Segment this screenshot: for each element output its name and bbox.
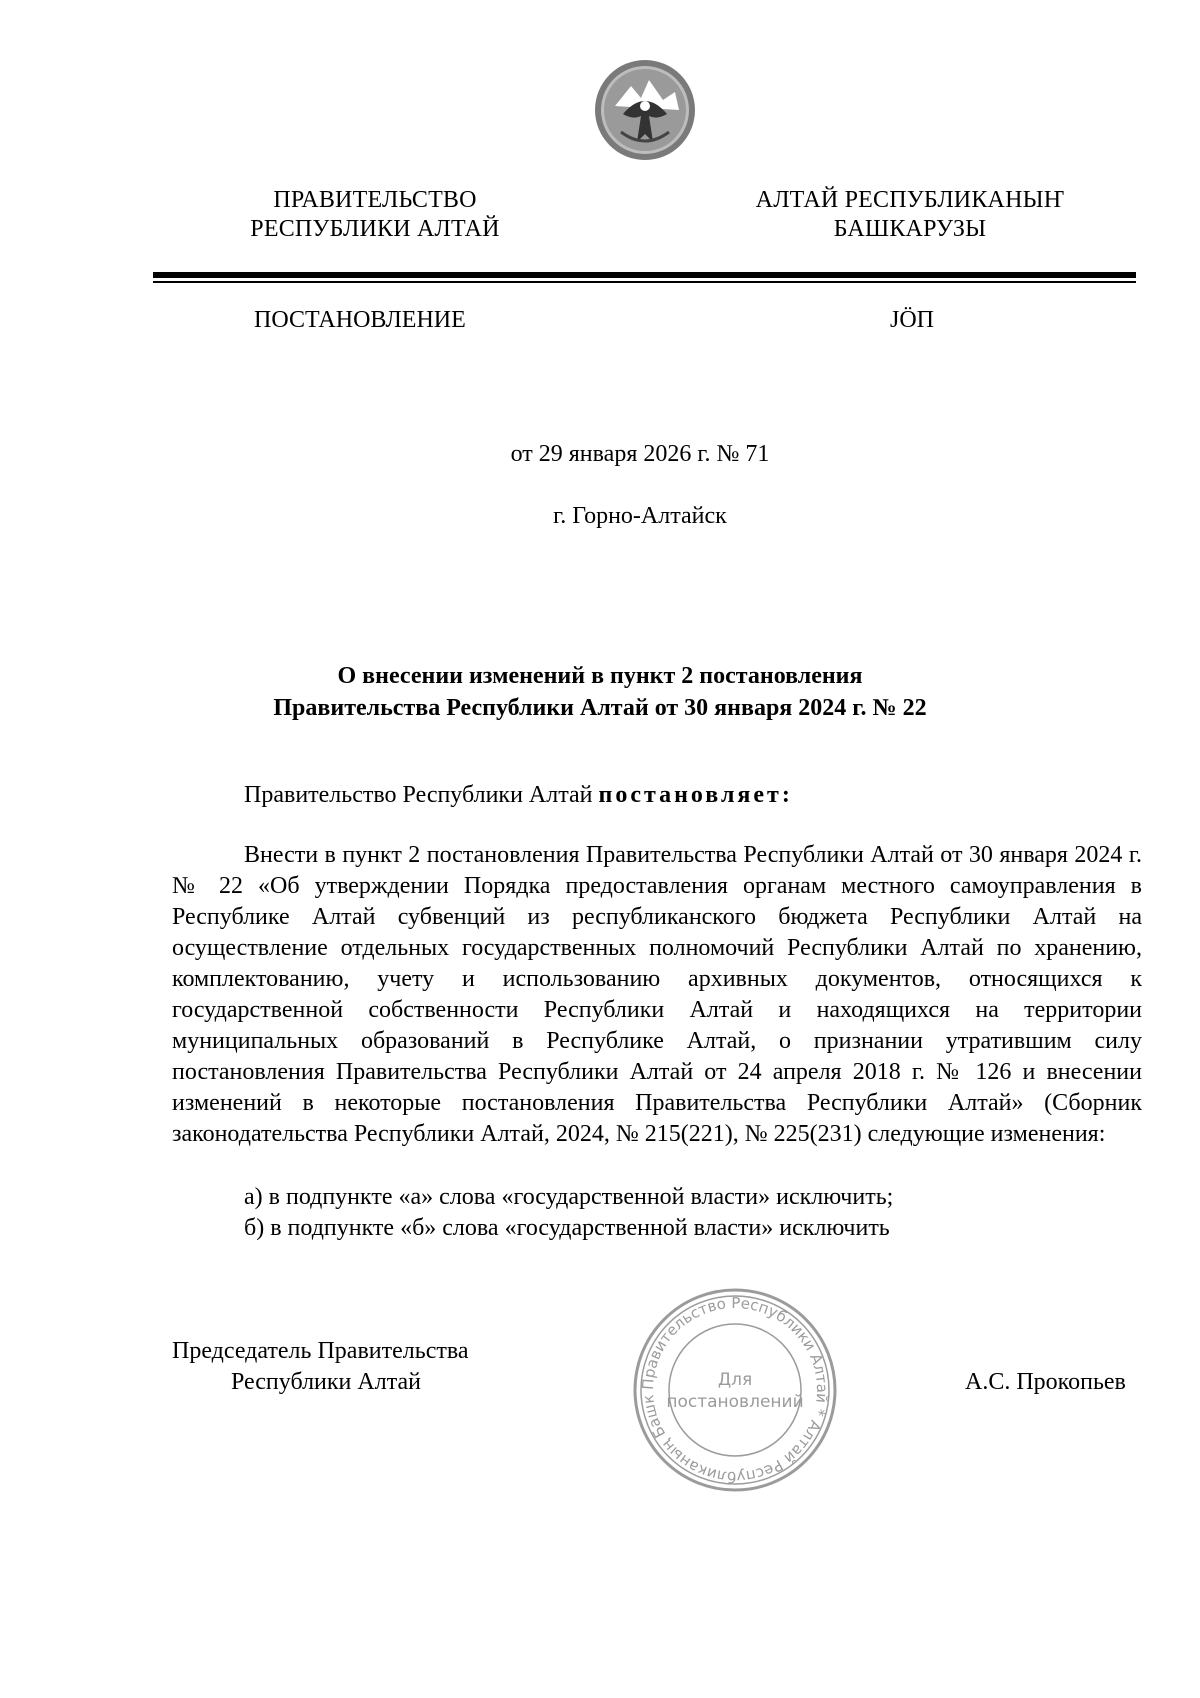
amendment-item: а) в подпункте «а» слова «государственной власти» исключить; xyxy=(244,1184,894,1210)
date-line: от 29 января 2026 г. № 71 xyxy=(510,441,770,467)
preamble-verb: постановляет xyxy=(598,782,782,808)
header-left-line: РЕСПУБЛИКИ АЛТАЙ xyxy=(250,216,500,242)
preamble-text: Правительство Республики Алтай xyxy=(244,782,599,808)
title-line: О внесении изменений в пункт 2 постановления xyxy=(337,663,863,689)
header-divider-thick xyxy=(153,272,1136,278)
coat-of-arms-emblem xyxy=(593,58,697,162)
signatory-name: А.С. Прокопьев xyxy=(965,1369,1126,1395)
official-stamp xyxy=(630,1285,840,1495)
title-line: Правительства Республики Алтай от 30 января 2024 г. № 22 xyxy=(273,695,927,721)
header-right-line: БАШКАРУЗЫ xyxy=(833,216,987,242)
amendment-list xyxy=(172,1182,1142,1244)
stamp-center-line: Для xyxy=(717,1370,753,1390)
city-line: г. Горно-Алтайск xyxy=(553,503,727,529)
preamble xyxy=(172,780,1142,811)
preamble-colon: : xyxy=(781,782,793,808)
main-paragraph: Внести в пункт 2 постановления Правительства Республики Алтай от 30 января 2024 г. № 22 «Об утверждении Порядка предоставления органам местного самоуправления в Республике Алтай субвенций из республиканского бюджета Республики Алтай на осуществление отдельных государственных полномочий Республики Алтай по хранению, комплектованию, учету и использованию архивных документов, относящихся к государственной собственности Республики Алтай и находящихся на территории муниципальных образований в Республике Алтай, о признании утратившим силу постановления Правительства Республики Алтай от 24 апреля 2018 г. № 126 и внесении изменений в некоторые постановления Правительства Республики Алтай» (Сборник законодательства Республики Алтай, 2024, № 215(221), № 225(231) следующие изменения: xyxy=(172,842,1142,1147)
header-right-line: АЛТАЙ РЕСПУБЛИКАНЫҤ xyxy=(755,187,1065,213)
position-line: Председатель Правительства xyxy=(172,1338,469,1364)
doc-type-ru: ПОСТАНОВЛЕНИЕ xyxy=(254,307,466,333)
position-line: Республики Алтай xyxy=(231,1369,421,1395)
header-left-line: ПРАВИТЕЛЬСТВО xyxy=(273,187,477,213)
amendment-item: б) в подпункте «б» слова «государственной власти» исключить xyxy=(244,1215,890,1241)
stamp-center-line: постановлений xyxy=(666,1392,804,1412)
header-right xyxy=(745,186,1075,244)
doc-type-alt: JÖП xyxy=(890,307,935,333)
header-divider-thin xyxy=(153,281,1136,283)
signatory-position xyxy=(172,1336,469,1398)
stamp-ring-text: Правительство Республики Алтай * Алтай Республиканың Башк xyxy=(638,1293,832,1487)
header-left xyxy=(225,186,525,244)
document-title xyxy=(0,660,1200,724)
